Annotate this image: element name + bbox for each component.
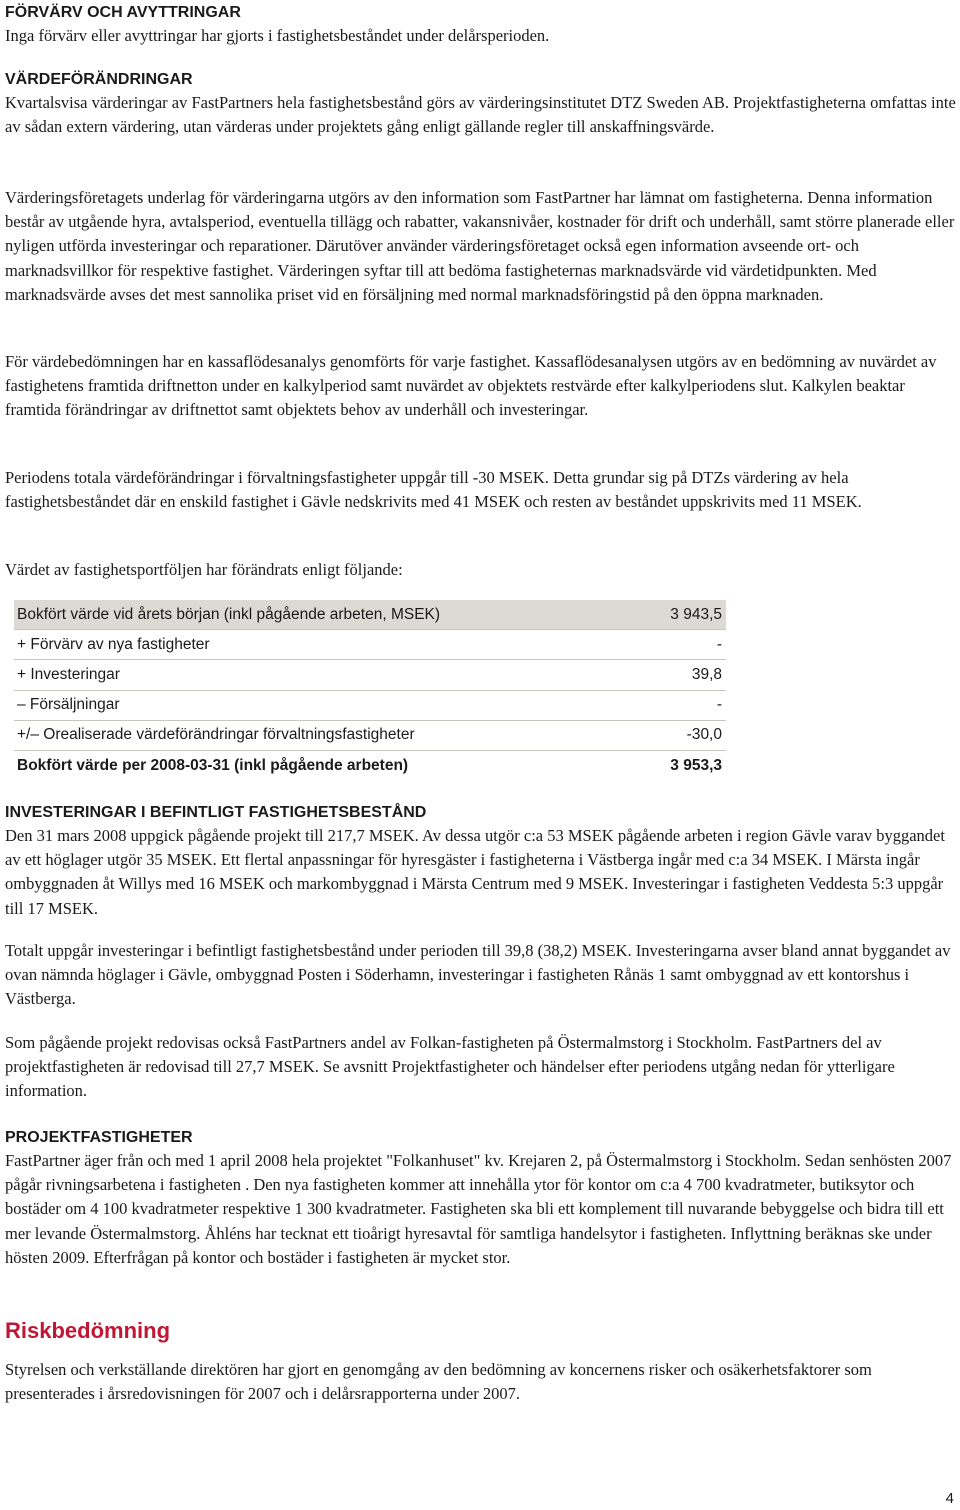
valuation-paragraph-5: Värdet av fastighetsportföljen har förändrats enligt följande: — [5, 560, 403, 579]
acquisitions-text: Inga förvärv eller avyttringar har gjorts i fastighetsbeståndet under delårsperioden. — [5, 26, 550, 45]
table-row-label: + Investeringar — [14, 660, 644, 690]
table-row-value: 3 943,5 — [644, 600, 726, 630]
valuation-paragraph-4: Periodens totala värdeförändringar i förvaltningsfastigheter uppgår till -30 MSEK. Detta grundar sig på DTZs värdering av hela fastighetsbeståndet där en enskild fastighet i Gävle nedskrivits med 41 MSEK och resten av beståndet uppskrivits med 11 MSEK. — [5, 468, 862, 512]
table-row — [14, 630, 726, 660]
table-row-label: +/– Orealiserade värdeförändringar förvaltningsfastigheter — [14, 720, 644, 750]
risk-paragraph-1: Styrelsen och verkställande direktören har gjort en genomgång av den bedömning av koncernens risker och osäkerhetsfaktorer som presenterades i årsredovisningen för 2007 och i delårsrapporterna under 2007. — [5, 1360, 872, 1404]
table-row-label: Bokfört värde per 2008-03-31 (inkl pågående arbeten) — [14, 750, 644, 780]
projects-section — [5, 1127, 957, 1270]
investments-paragraph-1: Den 31 mars 2008 uppgick pågående projekt till 217,7 MSEK. Av dessa utgör c:a 53 MSEK pågående arbeten i region Gävle varav byggandet av ett höglager utgör 35 MSEK. Ett flertal anpassningar för hyresgäster i fastigheterna i Västberga ingår med c:a 34 MSEK. I Märsta ingår ombyggnaden åt Willys med 16 MSEK och markombyggnad i Märsta Centrum med 9 MSEK. Investeringar i fastigheten Veddesta 5:3 uppgår till 17 MSEK. — [5, 826, 945, 918]
table-row — [14, 660, 726, 690]
risk-heading: Riskbedömning — [5, 1318, 171, 1343]
acquisitions-section — [5, 2, 957, 48]
valuation-heading: VÄRDEFÖRÄNDRINGAR — [5, 71, 193, 88]
table-row — [14, 600, 726, 630]
table-row-value: - — [644, 690, 726, 720]
investments-paragraph-2: Totalt uppgår investeringar i befintligt fastighetsbestånd under perioden till 39,8 (38,2) MSEK. Investeringarna avser bland annat byggandet av ovan nämnda höglager i Gävle, ombyggnad Posten i Söderhamn, investeringar i fastigheten Rånäs 1 samt ombyggnad av ett kontorshus i Västberga. — [5, 941, 951, 1009]
table-row-label: – Försäljningar — [14, 690, 644, 720]
acquisitions-heading: FÖRVÄRV OCH AVYTTRINGAR — [5, 4, 241, 21]
table-row — [14, 720, 726, 750]
table-row-total — [14, 750, 726, 780]
page-number: 4 — [945, 1490, 954, 1507]
valuation-section — [5, 69, 957, 139]
investments-section — [5, 802, 957, 921]
valuation-paragraph-3: För värdebedömningen har en kassaflödesanalys genomförts för varje fastighet. Kassaflödesanalysen utgörs av en bedömning av nuvärdet av fastighetens framtida driftnetton under en kalkylperiod samt nuvärdet av objektets restvärde efter kalkylperiodens slut. Kalkylen beaktar framtida förändringar av driftnettot samt objektets behov av underhåll och investeringar. — [5, 352, 937, 420]
table-row — [14, 690, 726, 720]
table-row-label: + Förvärv av nya fastigheter — [14, 630, 644, 660]
table-row-value: 3 953,3 — [644, 750, 726, 780]
investments-heading: INVESTERINGAR I BEFINTLIGT FASTIGHETSBESTÅND — [5, 804, 427, 821]
portfolio-value-table — [14, 600, 726, 780]
table-row-value: - — [644, 630, 726, 660]
table-row-value: 39,8 — [644, 660, 726, 690]
table-row-label: Bokfört värde vid årets början (inkl pågående arbeten, MSEK) — [14, 600, 644, 630]
projects-heading: PROJEKTFASTIGHETER — [5, 1129, 193, 1146]
projects-paragraph-1: FastPartner äger från och med 1 april 2008 hela projektet "Folkanhuset" kv. Krejaren 2, på Östermalmstorg i Stockholm. Sedan senhösten 2007 pågår rivningsarbetena i fastigheten . Den nya fastigheten kommer att innehålla ytor för kontor om c:a 4 700 kvadratmeter, butiksytor och bostäder om 4 100 kvadratmeter respektive 1 300 kvadratmeter. Fastigheten ska bli ett komplement till nuvarande bebyggelse och bidra till ett mer levande Östermalmstorg. Åhléns har tecknat ett tioårigt hyresavtal för samtliga handelsytor i fastigheten. Inflyttning beräknas ske under hösten 2009. Efterfrågan på kontor och bostäder i fastigheten är mycket stor. — [5, 1151, 952, 1267]
valuation-paragraph-2: Värderingsföretagets underlag för värderingarna utgörs av den information som FastPartner har lämnat om fastigheterna. Denna information består av utgående hyra, avtalsperiod, eventuella tillägg och rabatter, vakansnivåer, kostnader för drift och underhåll, samt större planerade eller nyligen utförda investeringar och reparationer. Därutöver använder värderingsföretaget också egen information avseende ort- och marknadsvillkor för respektive fastighet. Värderingen syftar till att bedöma fastigheternas marknadsvärde vid värdetidpunkten. Med marknadsvärde avses det mest sannolika priset vid en försäljning med normal marknadsföringstid på den öppna marknaden. — [5, 188, 955, 304]
table-row-value: -30,0 — [644, 720, 726, 750]
valuation-paragraph-1: Kvartalsvisa värderingar av FastPartners hela fastighetsbestånd görs av värderingsinstitutet DTZ Sweden AB. Projektfastigheterna omfattas inte av sådan extern värdering, utan värderas under projektets gång enligt gällande regler till anskaffningsvärde. — [5, 93, 956, 137]
investments-paragraph-3: Som pågående projekt redovisas också FastPartners andel av Folkan-fastigheten på Östermalmstorg i Stockholm. FastPartners del av projektfastigheten är redovisad till 27,7 MSEK. Se avsnitt Projektfastigheter och händelser efter periodens utgång nedan för ytterligare information. — [5, 1033, 895, 1101]
